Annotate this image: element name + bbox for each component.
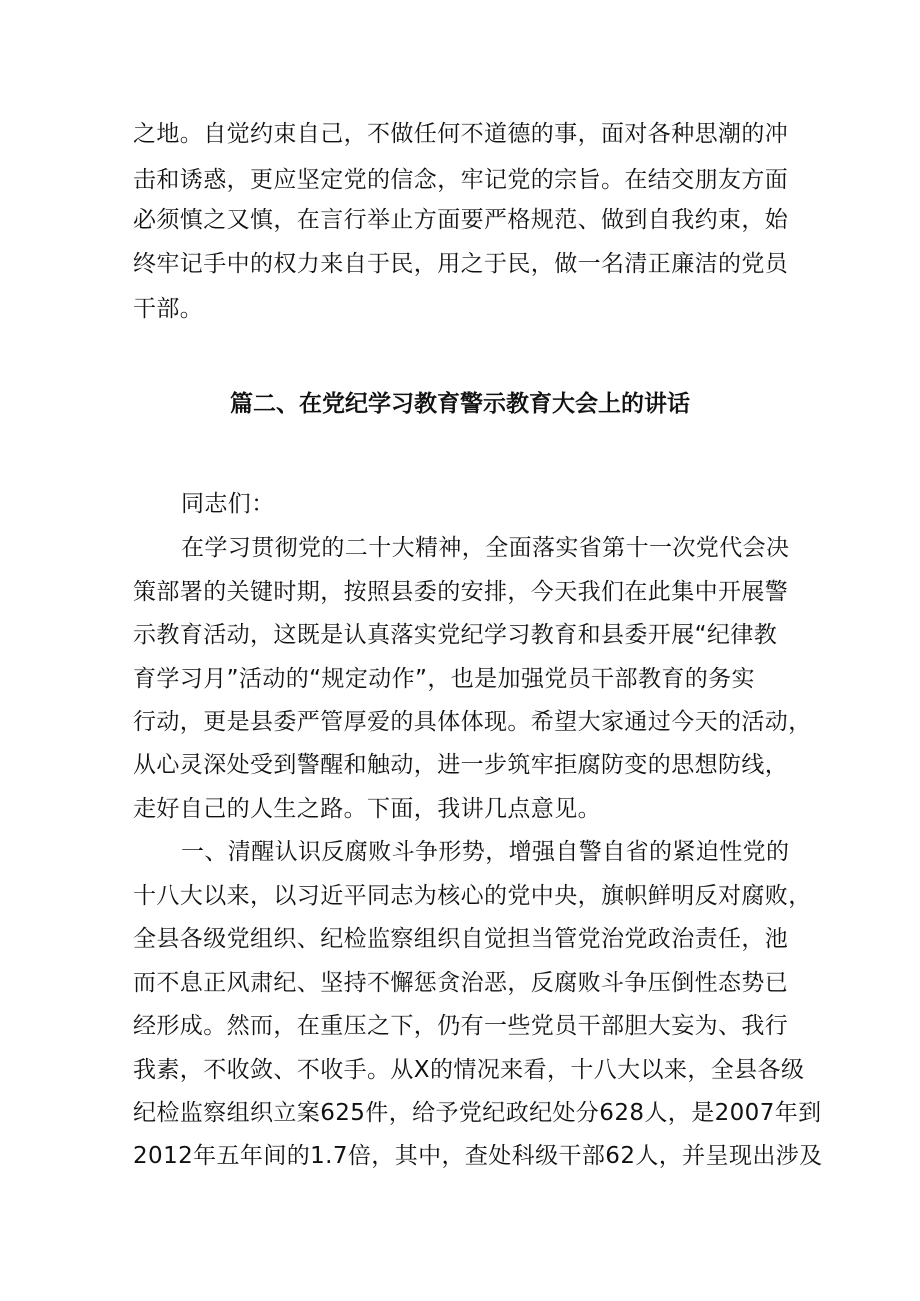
salutation: 同志们：	[181, 491, 275, 517]
paragraph2-line: 经形成。然而，在重压之下，仍有一些党员干部胆大妄为、我行	[133, 1013, 789, 1039]
continuation-line: 之地。自觉约束自己，不做任何不道德的事，面对各种思潮的冲	[133, 121, 789, 147]
continuation-line: 终牢记手中的权力来自于民，用之于民，做一名清正廉洁的党员	[133, 251, 789, 277]
paragraph2-line: 全县各级党组织、纪检监察组织自觉担当管党治党政治责任，池	[133, 926, 789, 952]
paragraph2-line: 一、清醒认识反腐败斗争形势，增强自警自省的紧迫性党的	[181, 839, 790, 865]
paragraph1-line: 策部署的关键时期，按照县委的安排，今天我们在此集中开展警	[133, 579, 789, 605]
paragraph1-line: 在学习贯彻党的二十大精神，全面落实省第十一次党代会决	[181, 535, 790, 561]
paragraph2-line: 而不息正风肃纪、坚持不懈惩贪治恶，反腐败斗争压倒性态势已	[133, 970, 789, 996]
paragraph1-line: 示教育活动，这既是认真落实党纪学习教育和县委开展“纪律教	[133, 622, 778, 648]
paragraph1-line: 走好自己的人生之路。下面，我讲几点意见。	[133, 796, 601, 822]
paragraph2-line: 十八大以来，以习近平同志为核心的党中央，旗帜鲜明反对腐败，	[133, 883, 812, 909]
paragraph2-line: 我素，不收敛、不收手。从X的情况来看，十八大以来，全县各级	[133, 1057, 805, 1083]
paragraph2-line: 纪检监察组织立案625件，给予党纪政纪处分628人，是2007年到	[133, 1100, 822, 1126]
section-title: 篇二、在党纪学习教育警示教育大会上的讲话	[230, 391, 690, 417]
paragraph1-line: 从心灵深处受到警醒和触动，进一步筑牢拒腐防变的思想防线，	[133, 752, 789, 778]
continuation-line: 必须慎之又慎，在言行举止方面要严格规范、做到自我约束，始	[133, 207, 789, 233]
continuation-line: 干部。	[133, 296, 204, 322]
paragraph1-line: 育学习月”活动的“规定动作”，也是加强党员干部教育的务实	[133, 666, 755, 692]
paragraph2-line: 2012年五年间的1.7倍，其中，查处科级干部62人，并呈现出涉及	[133, 1143, 823, 1169]
paragraph1-line: 行动，更是县委严管厚爱的具体体现。希望大家通过今天的活动，	[133, 709, 812, 735]
continuation-line: 击和诱惑，更应坚定党的信念，牢记党的宗旨。在结交朋友方面	[133, 167, 789, 193]
